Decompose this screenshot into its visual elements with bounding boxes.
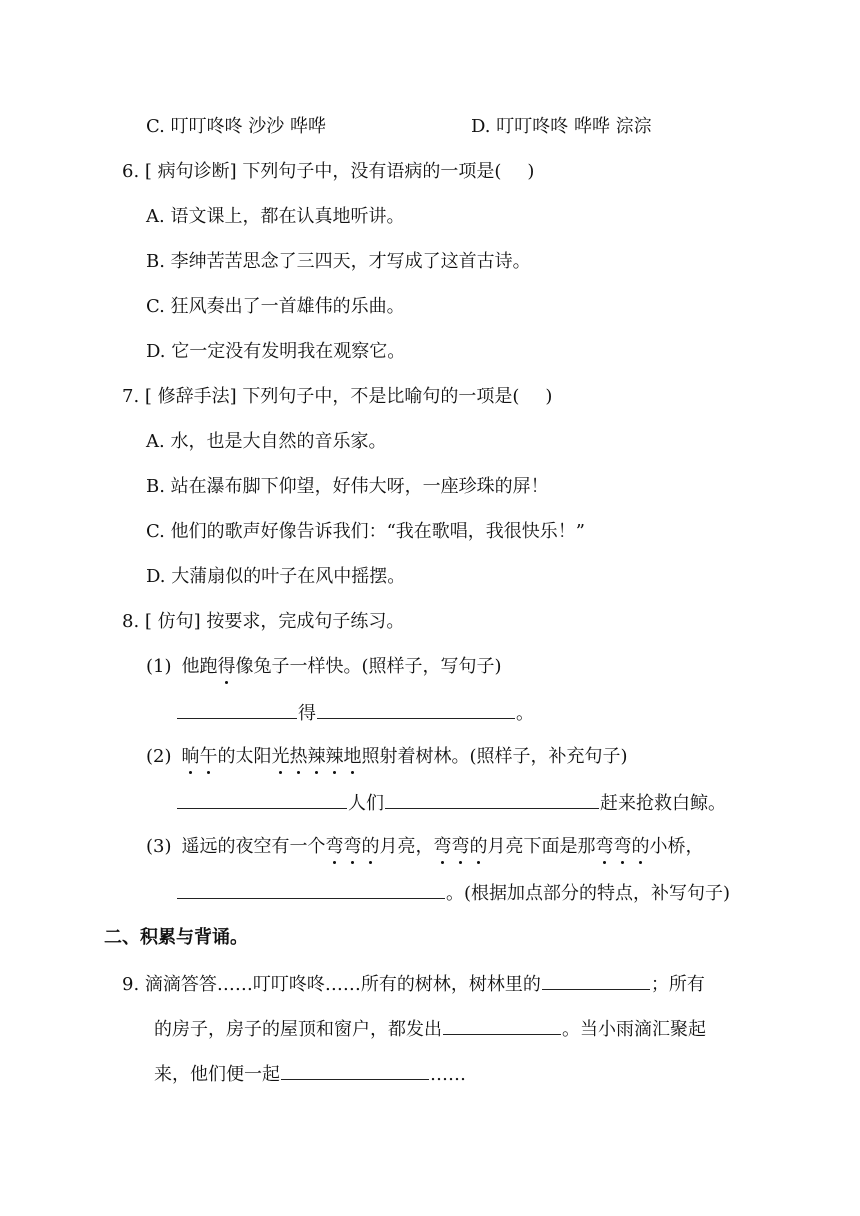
q8-s2-dotted-2b: 热	[289, 746, 308, 767]
q8-s1-answer-line	[176, 700, 534, 726]
q8-s2-dotted-2c: 辣	[307, 746, 326, 767]
q8-s3-answer-line	[176, 880, 730, 906]
q8-sentence-1	[146, 655, 502, 679]
q8-s2-mid1: 的太阳	[217, 746, 272, 767]
q7-option-d: D. 大蒲扇似的叶子在风中摇摆。	[146, 566, 406, 587]
q9-blank-2[interactable]	[443, 1016, 561, 1035]
q6-stem	[122, 160, 534, 184]
q7-option-a: A. 水，也是大自然的音乐家。	[146, 431, 387, 452]
q8-s2-dotted-1a: 晌	[181, 746, 200, 767]
q6-option-a: A. 语文课上，都在认真地听讲。	[146, 206, 405, 227]
q8-s3-dot-1a: 弯	[325, 836, 344, 857]
q8-s2-post: 照射着树林。(照样子，补充句子)	[361, 746, 628, 767]
q9-l2b: 。当小雨滴汇聚起	[562, 1019, 706, 1040]
q8-s2-dotted-1b: 午	[199, 746, 218, 767]
q8-s3-blank[interactable]	[177, 880, 445, 899]
q8-s2-dotted-2d: 辣	[325, 746, 344, 767]
q6-paren-close: )	[527, 161, 535, 182]
q8-s2-answer-line	[176, 790, 726, 816]
q9-l3a: 来，他们便一起	[154, 1064, 280, 1085]
q8-s1-number: (1)	[146, 656, 172, 677]
q8-s2-end: 赶来抢救白鲸。	[600, 793, 726, 814]
q5-option-c: C. 叮叮咚咚 沙沙 哗哗	[146, 116, 327, 137]
q8-s3-number: (3)	[146, 836, 172, 857]
q7-option-b: B. 站在瀑布脚下仰望，好伟大呀，一座珍珠的屏！	[146, 476, 549, 497]
q8-s1-pre: 他跑	[181, 656, 218, 677]
q8-s3-m2: 月亮下面是那	[487, 836, 596, 857]
q7-paren-close: )	[545, 386, 553, 407]
q8-s3-dot-2a: 弯	[433, 836, 452, 857]
q8-s1-dotted: 得	[217, 656, 236, 677]
q8-s1-blank-1[interactable]	[177, 700, 297, 719]
q9-l1b: ；所有	[650, 974, 705, 995]
q9-line-2	[154, 1016, 706, 1042]
q8-sentence-3	[146, 835, 704, 859]
q8-s3-dot-3b: 弯	[613, 836, 632, 857]
q8-s2-blank-1[interactable]	[177, 790, 347, 809]
q8-s1-blank-2[interactable]	[317, 700, 515, 719]
q7-stem	[122, 385, 552, 409]
q8-s3-m3: 小桥，	[649, 836, 704, 857]
q8-s3-dot-1b: 弯	[343, 836, 362, 857]
q8-s2-mid: 人们	[348, 793, 384, 814]
q8-s3-dot-2c: 的	[469, 836, 488, 857]
q9-line-1	[122, 971, 705, 997]
q8-s1-mid: 得	[298, 703, 316, 724]
q8-s3-dot-2b: 弯	[451, 836, 470, 857]
q7-option-c: C. 他们的歌声好像告诉我们：“我在歌唱，我很快乐！”	[146, 521, 585, 542]
q9-l3b: ……	[430, 1064, 466, 1085]
q8-s3-m1: 月亮，	[379, 836, 434, 857]
q6-stem-text: 6. [ 病句诊断] 下列句子中，没有语病的一项是(	[122, 161, 502, 182]
q8-s2-blank-2[interactable]	[385, 790, 599, 809]
q6-option-b: B. 李绅苦苦思念了三四天，才写成了这首古诗。	[146, 251, 531, 272]
q6-option-d: D. 它一定没有发明我在观察它。	[146, 341, 406, 362]
q6-option-c: C. 狂风奏出了一首雄伟的乐曲。	[146, 296, 405, 317]
q8-stem: 8. [ 仿句] 按要求，完成句子练习。	[122, 611, 405, 632]
q8-s1-end: 。	[516, 703, 534, 724]
q8-s3-end: 。(根据加点部分的特点，补写句子)	[446, 883, 731, 904]
q8-s1-post: 像兔子一样快。(照样子，写句子)	[235, 656, 502, 677]
q8-s2-number: (2)	[146, 746, 172, 767]
q8-s3-dot-3a: 弯	[595, 836, 614, 857]
q8-s2-dotted-2e: 地	[343, 746, 362, 767]
q7-stem-text: 7. [ 修辞手法] 下列句子中，不是比喻句的一项是(	[122, 386, 520, 407]
q5-option-d: D. 叮叮咚咚 哗哗 淙淙	[471, 116, 652, 137]
q8-s2-dotted-2a: 光	[271, 746, 290, 767]
section-2-title: 二、积累与背诵。	[104, 927, 248, 948]
q9-line-3	[154, 1061, 466, 1087]
q9-blank-1[interactable]	[542, 971, 650, 990]
q9-blank-3[interactable]	[281, 1061, 429, 1080]
q9-l2a: 的房子，房子的屋顶和窗户，都发出	[154, 1019, 442, 1040]
q8-s3-dot-1c: 的	[361, 836, 380, 857]
q8-sentence-2	[146, 745, 628, 769]
q8-s3-pre: 遥远的夜空有一个	[181, 836, 326, 857]
q9-l1a: 9. 滴滴答答……叮叮咚咚……所有的树林，树林里的	[122, 974, 541, 995]
q8-s3-dot-3c: 的	[631, 836, 650, 857]
